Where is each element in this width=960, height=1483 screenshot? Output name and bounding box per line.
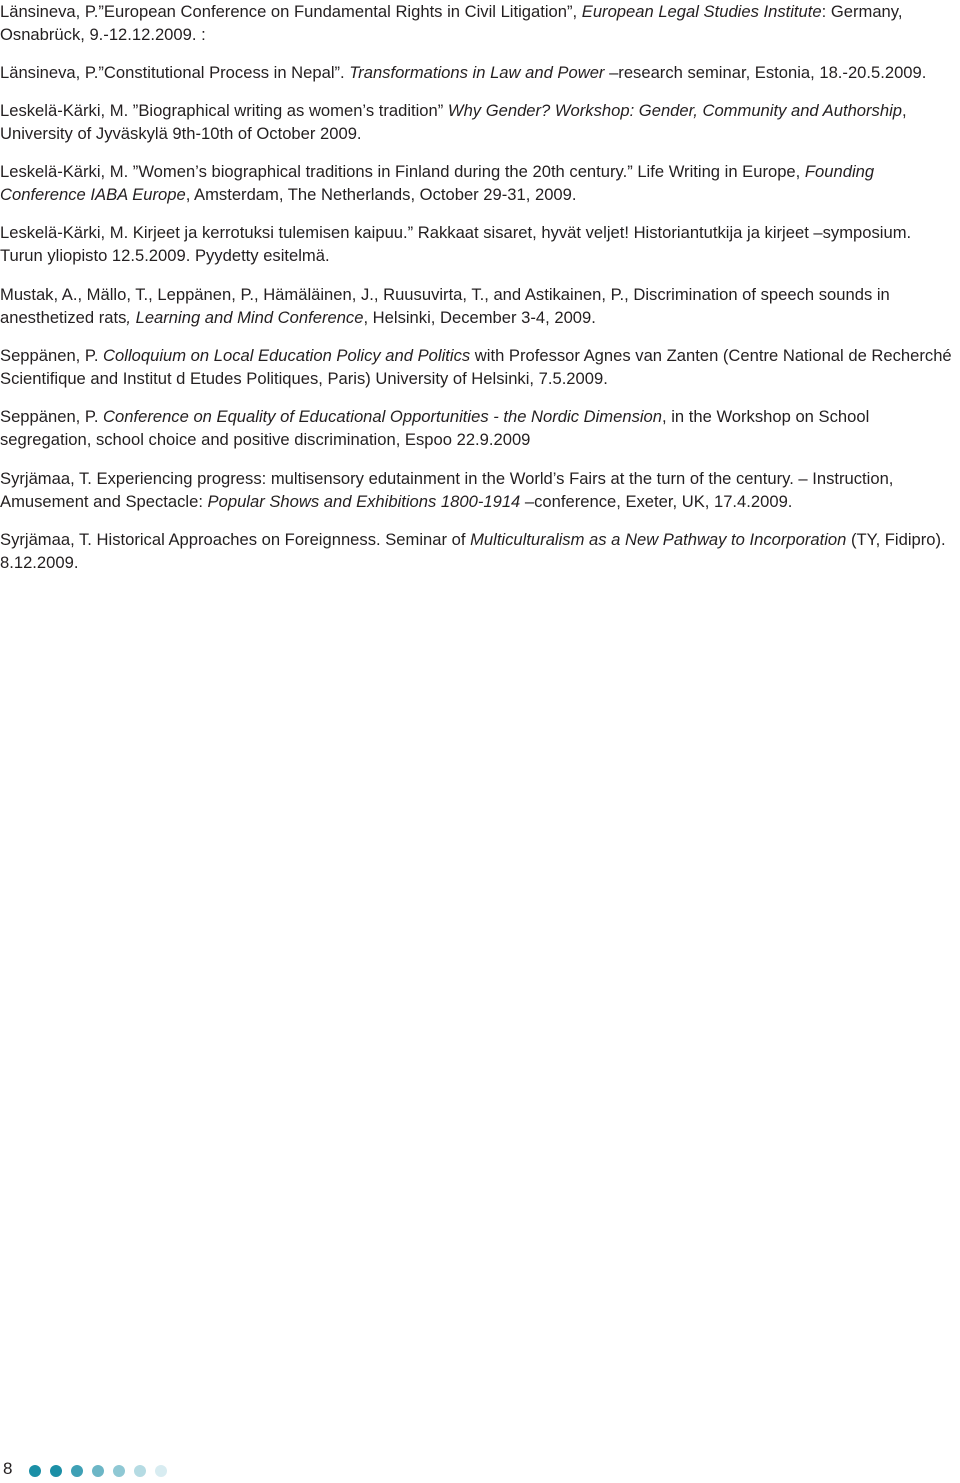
reference-entry: Leskelä-Kärki, M. ”Women’s biographical traditions in Finland during the 20th century.” Life Writing in Europe, Founding Conference IABA Europe, Amsterdam, The Netherlands, October 29-31, 2009. (0, 162, 875, 204)
dot-icon (50, 1465, 62, 1477)
dot-icon (29, 1465, 41, 1477)
dot-icon (92, 1465, 104, 1477)
reference-entry: Leskelä-Kärki, M. ”Biographical writing as women’s tradition” Why Gender? Workshop: Gender, Community and Authorship, University of Jyväskylä 9th-10th of October 2009. (0, 101, 907, 143)
reference-entry: Seppänen, P. Conference on Equality of Educational Opportunities - the Nordic Dimension, in the Workshop on School segregation, school choice and positive discrimination, Espoo 22.9.2009 (0, 407, 870, 449)
reference-entry: Länsineva, P.”European Conference on Fundamental Rights in Civil Litigation”, European Legal Studies Institute: Germany, Osnabrück, 9.-12.12.2009. : (0, 2, 903, 44)
reference-entry: Syrjämaa, T. Historical Approaches on Foreignness. Seminar of Multiculturalism as a New Pathway to Incorporation (TY, Fidipro). 8.12.2009. (0, 530, 946, 572)
dot-icon (113, 1465, 125, 1477)
dot-icon (71, 1465, 83, 1477)
page-footer (0, 1458, 960, 1483)
reference-entry: Leskelä-Kärki, M. Kirjeet ja kerrotuksi tulemisen kaipuu.” Rakkaat sisaret, hyvät veljet! Historiantutkija ja kirjeet –symposium. Turun yliopisto 12.5.2009. Pyydetty esitelmä. (0, 223, 912, 265)
dot-icon (155, 1465, 167, 1477)
dot-icon (134, 1465, 146, 1477)
reference-entry: Länsineva, P.”Constitutional Process in Nepal”. Transformations in Law and Power –research seminar, Estonia, 18.-20.5.2009. (0, 63, 927, 82)
page-number: 8 (3, 1459, 13, 1478)
reference-entry: Seppänen, P. Colloquium on Local Education Policy and Politics with Professor Agnes van Zanten (Centre National de Recherché Scientifique and Institut d Etudes Politiques, Paris) University of Helsinki, 7.5.2009. (0, 346, 952, 388)
reference-list (0, 0, 955, 590)
reference-entry: Syrjämaa, T. Experiencing progress: multisensory edutainment in the World’s Fairs at the turn of the century. – Instruction, Amusement and Spectacle: Popular Shows and Exhibitions 1800-1914 –conference, Exeter, UK, 17.4.2009. (0, 469, 894, 511)
reference-entry: Mustak, A., Mällo, T., Leppänen, P., Hämäläinen, J., Ruusuvirta, T., and Astikainen, P., Discrimination of speech sounds in anesthetized rats, Learning and Mind Conference, Helsinki, December 3-4, 2009. (0, 285, 890, 327)
